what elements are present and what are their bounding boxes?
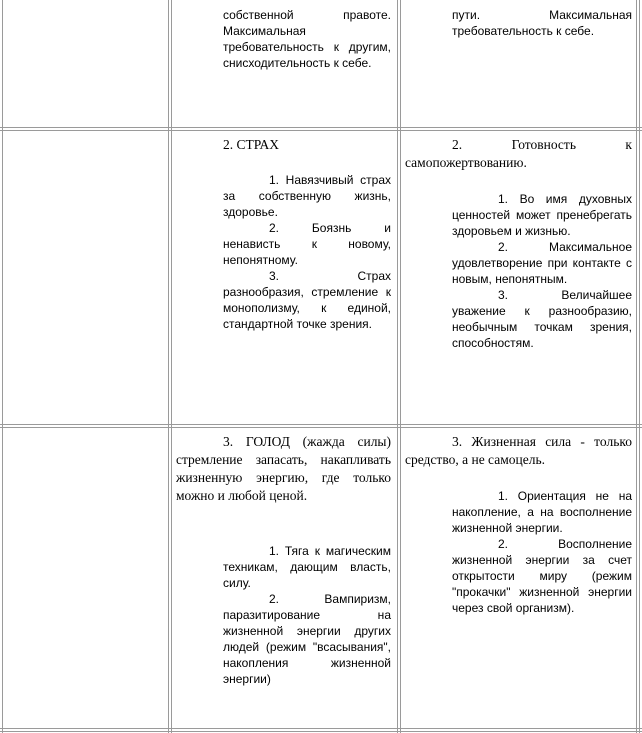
table-border [636,0,637,733]
table-border [400,0,401,733]
table-border [639,0,640,733]
row3-middle-heading [176,433,391,505]
list-item: 3. Страх разнообразия, стремление к монополизму, к единой, стандартной точке зрения. [223,269,391,331]
row1-right-cell [452,7,632,39]
row3-middle-list [223,543,391,687]
row3-right-heading [405,433,632,469]
list-item: 1. Навязчивый страх за собственную жизнь, здоровье. [223,173,391,219]
table-border [171,0,172,733]
table-border [0,728,642,729]
row2-right-list [452,191,632,351]
row2-middle-list [223,172,391,332]
table-border [168,0,169,733]
row3-right-list [452,488,632,616]
table-border [0,731,642,732]
list-item: 2. Максимальное удовлетворение при контакте с новым, непонятным. [452,240,632,286]
table-border [397,0,398,733]
fear-heading: 2. СТРАХ [223,137,280,152]
table-border [0,127,642,128]
list-item: 2. Боязнь и ненависть к новому, непонятному. [223,221,391,267]
row1-right-text: пути. Максимальная требовательность к себе. [452,8,632,38]
vital-force-heading: 3. Жизненная сила - только средство, а не самоцель. [405,434,632,467]
table-border [0,424,642,425]
hunger-heading: 3. ГОЛОД (жажда силы) стремление запасать, накапливать жизненную энергию, где только можно и любой ценой. [176,434,391,503]
list-item: 3. Величайшее уважение к разнообразию, необычным точкам зрения, способностям. [452,288,632,350]
table-border [0,130,642,131]
list-item: 2. Вампиризм, паразитирование на жизненной энергии других людей (режим "всасывания", накопления жизненной энергии) [223,592,391,686]
row2-right-heading [405,136,632,172]
table-border [0,427,642,428]
row1-middle-cell [223,7,391,71]
list-item: 2. Восполнение жизненной энергии за счет открытости миру (режим "прокачки" жизненной энергии через свой организм). [452,537,632,615]
list-item: 1. Тяга к магическим техникам, дающим власть, силу. [223,544,391,590]
row1-middle-text: собственной правоте. Максимальная требовательность к другим, снисходительность к себе. [223,8,391,70]
table-border [2,0,3,733]
readiness-heading: 2. Готовность к самопожертвованию. [405,137,632,170]
row2-middle-heading [223,136,391,154]
list-item: 1. Во имя духовных ценностей может пренебрегать здоровьем и жизнью. [452,192,632,238]
list-item: 1. Ориентация не на накопление, а на восполнение жизненной энергии. [452,489,632,535]
